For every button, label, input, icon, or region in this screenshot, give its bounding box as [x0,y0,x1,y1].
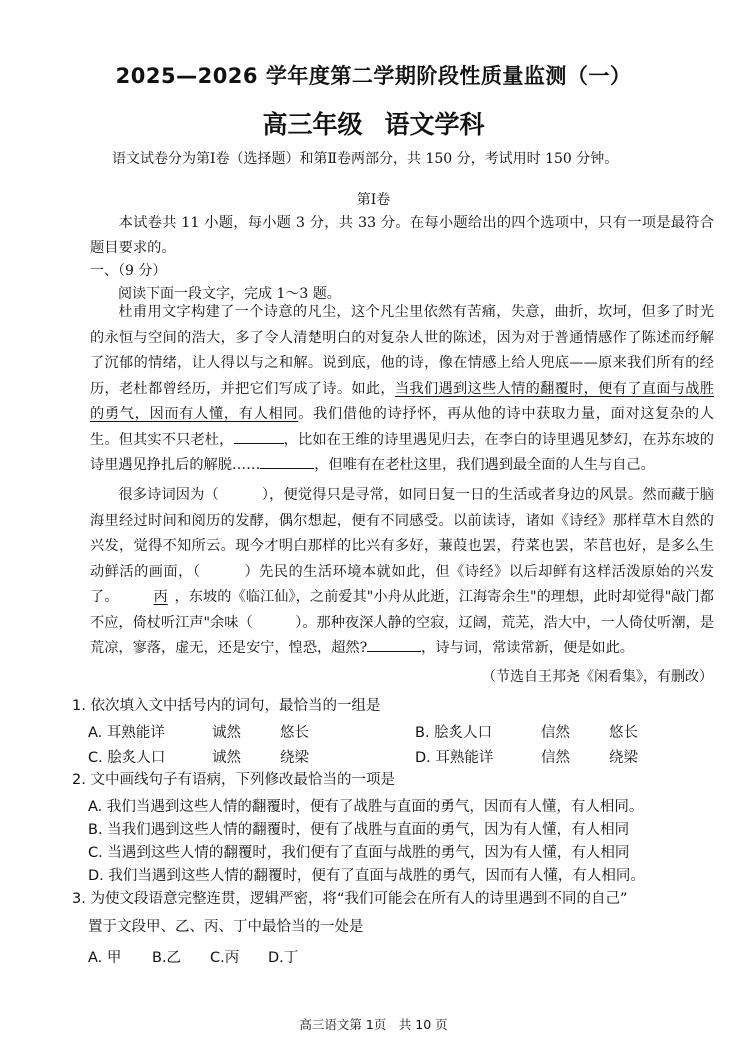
question-3-stem-cont: 置于文段甲、乙、丙、丁中最恰当的一处是 [88,919,364,935]
question-3-option-c[interactable]: C.丙 [210,950,240,966]
question-1-option-b[interactable]: B. 脍炙人口 信然 悠长 [415,725,638,741]
passage-text: 。我们借他的诗抒怀，再从他的诗中获取力量，面对这复杂的人生。但其实不只老杜， [90,406,714,448]
passage-text: ，诗与词，常读常新，便是如此。 [421,640,634,656]
underlined-sentence: 当我们遇到这些人情的翻覆时，便有了直面与战胜的勇气，因而有人懂，有人相同 [90,380,714,422]
question-1-option-c[interactable]: C. 脍炙人口 诚然 绕梁 [88,750,309,766]
passage-text: ，比如在王维的诗里遇见归去，在李白的诗里遇见梦幻，在苏东坡的诗里遇见挣扎后的解脱…… [90,431,714,473]
question-1-option-a[interactable]: A. 耳熟能详 诚然 悠长 [88,725,309,741]
passage-text: 很多诗词因为（ ），便觉得只是寻常，如同日复一日的生活或者身边的风景。然而藏于脑海里经过时间和阅历的发酵，偶尔想起，便有不同感受。以前读诗，诸如《诗经》那样草木自然的兴发，觉得不知所云。现今才明白那样的比兴有多好，蒹葭也罢，荇菜也罢，芣苢也好，是多么生动鲜活的画面，（ ）先民的生活环境本就如此，但《诗经》以后却鲜有这样活泼原始的兴发了。 [90,487,714,605]
page-footer: 高三语文第 1页 共 10 页 [299,1017,448,1032]
question-2-option-a[interactable]: A. 我们当遇到这些人情的翻覆时，便有了战胜与直面的勇气，因而有人懂，有人相同。 [88,799,644,815]
question-2-option-c[interactable]: C. 当遇到这些人情的翻覆时，我们便有了直面与战胜的勇气，因为有人懂，有人相同 [88,845,630,861]
volume-intro: 本试卷共 11 小题，每小题 3 分，共 33 分。在每小题给出的四个选项中，只有一项是最符合题目要求的。 [90,215,714,256]
blank-yi [260,454,314,469]
question-2-option-b[interactable]: B. 当我们遇到这些人情的翻覆时，便有了战胜与直面的勇气，因为有人懂，有人相同 [88,822,630,838]
blank-jia [234,429,284,444]
exam-title: 2025—2026 学年度第二学期阶段性质量监测（一） [115,64,632,88]
question-3-stem: 3. 为使文段语意完整连贯，逻辑严密，将“我们可能会在所有人的诗里遇到不同的自己” [72,891,628,907]
reading-instruction: 阅读下面一段文字，完成 1～3 题。 [118,286,341,302]
grade-label: 高三年级 [262,110,363,139]
question-2-stem: 2. 文中画线句子有语病，下列修改最恰当的一项是 [72,772,395,788]
question-3-option-d[interactable]: D.丁 [268,950,299,966]
section-heading: 一、（9 分） [90,263,167,279]
passage-text: ，但唯有在老杜这里，我们遇到最全面的人生与自己。 [314,457,655,473]
subject-label: 语文学科 [384,110,485,139]
question-1-stem: 1. 依次填入文中括号内的词句，最恰当的一组是 [72,698,381,714]
passage-paragraph-1 [90,300,714,479]
passage-text: 杜甫用文字构建了一个诗意的凡尘，这个凡尘里依然有苦痛，失意，曲折，坎坷，但多了时光的永恒与空间的浩大，多了令人清楚明白的对复杂人世的陈述，因为对于普通情感作了陈述而纾解了沉郁的情绪，让人得以与之和解。说到底，他的诗，像在情感上给人兜底——原来我们所有的经历，老杜都曾经历，并把它们写成了诗。如此， [90,304,714,397]
blank-bing: 丙 [153,589,168,605]
question-3-option-b[interactable]: B.乙 [152,950,182,966]
exam-subtitle [0,105,747,141]
blank-ding [367,637,421,652]
question-2-option-d[interactable]: D. 我们当遇到这些人情的翻覆时，便有了直面与战胜的勇气，因而有人懂，有人相同。 [88,868,645,884]
passage-text: ，东坡的《临江仙》，之前爱其"小舟从此逝，江海寄余生"的理想，此时却觉得"敲门都不应，倚杖听江声"余味（ ）。那种夜深人静的空寂，辽阔，荒芜，浩大中，一人倚仗听潮，是荒凉，寥落，虚无，还是安宁，惶恐，超然? [90,589,714,656]
volume-label: 第Ⅰ卷 [356,192,391,208]
exam-instructions: 语文试卷分为第Ⅰ卷（选择题）和第Ⅱ卷两部分，共 150 分，考试用时 150 分钟。 [112,151,619,167]
question-3-option-a[interactable]: A. 甲 [88,950,122,966]
passage-paragraph-2 [90,483,714,662]
passage-source: （节选自王邦尧《闲看集》，有删改） [482,669,713,685]
question-1-option-d[interactable]: D. 耳熟能详 信然 绕梁 [415,750,638,766]
